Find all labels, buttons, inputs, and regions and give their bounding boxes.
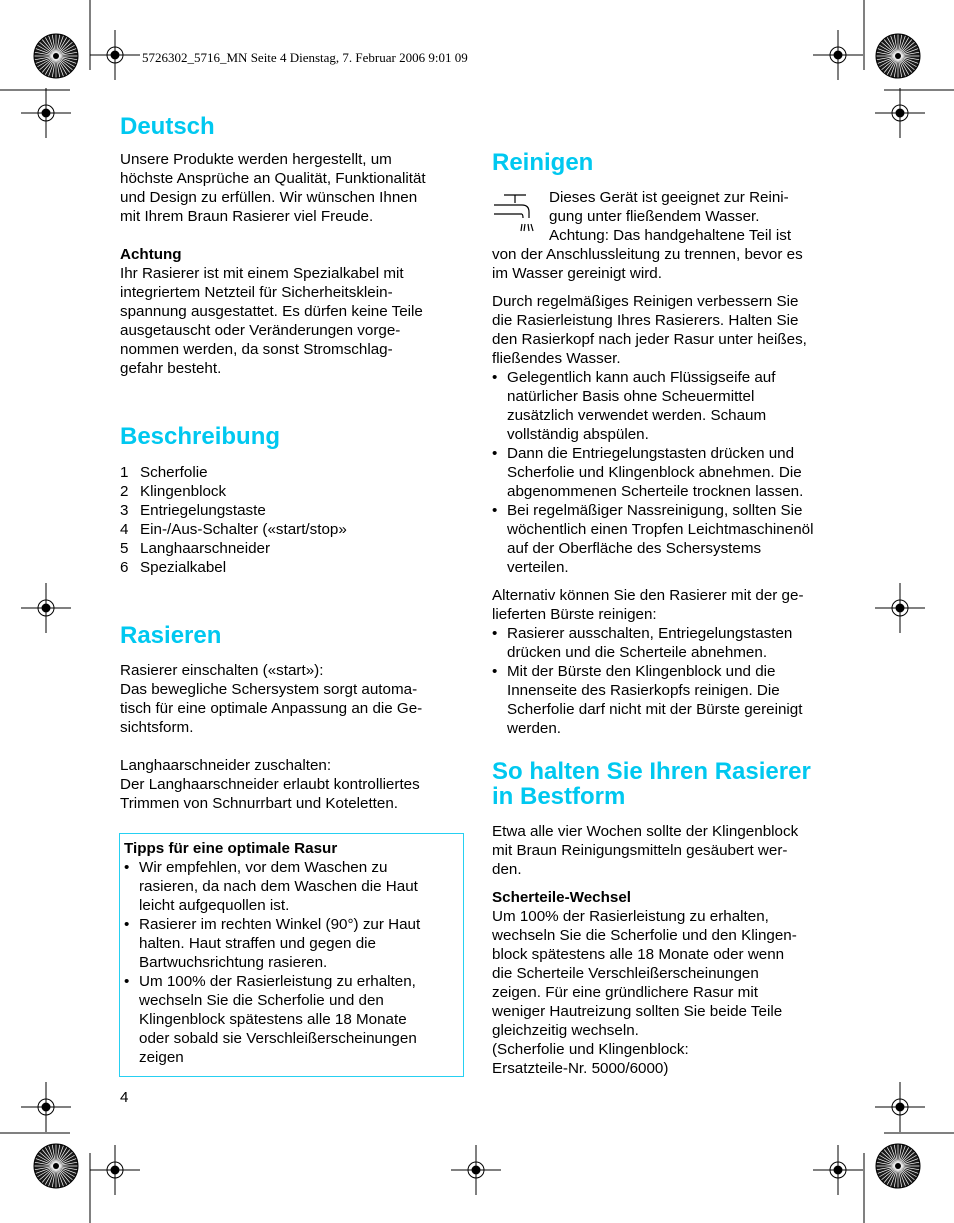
text-line: Um 100% der Rasierleistung zu erhalten, [492, 908, 769, 925]
color-wheel-mark-icon [34, 1144, 78, 1188]
text-line: Dieses Gerät ist geeignet zur Reini- [549, 189, 789, 206]
rasieren-p1 [120, 661, 422, 737]
heading-rasieren: Rasieren [120, 622, 222, 649]
registration-mark-icon [813, 1145, 863, 1195]
text-line: gleichzeitig wechseln. [492, 1022, 639, 1039]
text-line: und Design zu erfüllen. Wir wünschen Ihnen [120, 189, 418, 206]
item-label: Entriegelungstaste [140, 502, 266, 519]
text-line: den Rasierkopf nach jeder Rasur unter heißes, [492, 331, 807, 348]
text-line: Ersatzteile-Nr. 5000/6000) [492, 1060, 669, 1077]
color-wheel-mark-icon [876, 34, 920, 78]
text-line: mit Ihrem Braun Rasierer viel Freude. [120, 208, 374, 225]
text-line: block spätestens alle 18 Monate oder wenn [492, 946, 785, 963]
list-item [120, 501, 347, 520]
reinigen-icon-text [549, 188, 791, 245]
water-tap-icon [492, 190, 540, 236]
text-line: Ihr Rasierer ist mit einem Spezialkabel mit [120, 265, 404, 282]
text-line: wechseln Sie die Scherfolie und den Klingen- [492, 927, 797, 944]
text-line: • Rasierer im rechten Winkel (90°) zur Haut [139, 916, 421, 933]
text-line: zeigen [139, 1049, 184, 1066]
registration-mark-icon [451, 1145, 501, 1195]
color-wheel-mark-icon [34, 34, 78, 78]
text-line: höchste Ansprüche an Qualität, Funktionalität [120, 170, 426, 187]
text-line: • Dann die Entriegelungstasten drücken und [507, 445, 795, 462]
text-line: Durch regelmäßiges Reinigen verbessern Sie [492, 293, 799, 310]
print-header-line: 5726302_5716_MN Seite 4 Dienstag, 7. Februar 2006 9:01 09 [142, 50, 468, 65]
item-number: 6 [120, 559, 129, 576]
text-line: zeigen. Für eine gründlichere Rasur mit [492, 984, 758, 1001]
list-item [120, 558, 347, 577]
text-line: gung unter fließendem Wasser. [549, 208, 760, 225]
text-line: den. [492, 861, 522, 878]
achtung-block [120, 245, 423, 378]
text-line: vollständig abspülen. [507, 426, 649, 443]
color-wheel-mark-icon [876, 1144, 920, 1188]
text-line: zusätzlich verwendet werden. Schaum [507, 407, 767, 424]
text-line: rasieren, da nach dem Waschen die Haut [139, 878, 418, 895]
registration-mark-icon [21, 1082, 71, 1132]
text-line: tisch für eine optimale Anpassung an die Ge- [120, 700, 423, 717]
deutsch-intro [120, 150, 426, 226]
bestform-p1 [492, 822, 798, 879]
registration-mark-icon [21, 583, 71, 633]
text-line: Bartwuchsrichtung rasieren. [139, 954, 328, 971]
text-line: • Bei regelmäßiger Nassreinigung, sollten Sie [507, 502, 803, 519]
text-line: integriertem Netzteil für Sicherheitsklein- [120, 284, 393, 301]
text-line: auf der Oberfläche des Schersystems [507, 540, 762, 557]
text-line: Achtung: Das handgehaltene Teil ist [549, 227, 792, 244]
text-line: fließendes Wasser. [492, 350, 621, 367]
text-line: weniger Hautreizung sollten Sie beide Teile [492, 1003, 783, 1020]
list-item [120, 463, 347, 482]
text-line: Der Langhaarschneider erlaubt kontrolliertes [120, 776, 420, 793]
text-line: natürlicher Basis ohne Scheuermittel [507, 388, 755, 405]
list-item [124, 972, 420, 1067]
text-line: lieferten Bürste reinigen: [492, 606, 657, 623]
text-line: • Wir empfehlen, vor dem Waschen zu [139, 859, 388, 876]
text-line: • Um 100% der Rasierleistung zu erhalten, [139, 973, 416, 990]
item-number: 3 [120, 502, 129, 519]
text-line: Alternativ können Sie den Rasierer mit der ge- [492, 587, 804, 604]
text-line: von der Anschlussleitung zu trennen, bevor es [492, 246, 803, 263]
list-item [120, 482, 347, 501]
list-item [124, 858, 420, 915]
page-number: 4 [120, 1089, 129, 1106]
rasieren-p2 [120, 756, 420, 813]
text-line: spannung ausgestattet. Es dürfen keine Teile [120, 303, 423, 320]
text-line: • Mit der Bürste den Klingenblock und die [507, 663, 776, 680]
list-item [124, 915, 420, 972]
text-line: gefahr besteht. [120, 360, 222, 377]
text-line: • Rasierer ausschalten, Entriegelungstasten [507, 625, 793, 642]
text-line: die Rasierleistung Ihres Rasierers. Halten Sie [492, 312, 799, 329]
reinigen-p2 [492, 292, 813, 577]
registration-mark-icon [875, 583, 925, 633]
parts-list [120, 463, 347, 577]
achtung-title: Achtung [120, 246, 182, 263]
text-line: Klingenblock spätestens alle 18 Monate [139, 1011, 407, 1028]
text-line: wöchentlich einen Tropfen Leichtmaschinenöl [507, 521, 814, 538]
tips-title: Tipps für eine optimale Rasur [124, 840, 338, 857]
heading-bestform [492, 759, 811, 809]
text-line: leicht aufgequollen ist. [139, 897, 290, 914]
text-line: verteilen. [507, 559, 569, 576]
text-line: Scherfolie darf nicht mit der Bürste gereinigt [507, 701, 803, 718]
list-item [492, 662, 804, 738]
text-line: die Scherteile Verschleißerscheinungen [492, 965, 759, 982]
heading-beschreibung: Beschreibung [120, 423, 281, 450]
registration-mark-icon [813, 30, 863, 80]
item-number: 4 [120, 521, 129, 538]
heading-reinigen: Reinigen [492, 149, 594, 176]
registration-mark-icon [875, 1082, 925, 1132]
text-line: Langhaarschneider zuschalten: [120, 757, 332, 774]
reinigen-p3 [492, 586, 804, 738]
list-item [492, 501, 813, 577]
text-line: drücken und die Scherteile abnehmen. [507, 644, 768, 661]
heading-line: in Bestform [492, 783, 626, 810]
list-item [492, 444, 813, 501]
text-line: wechseln Sie die Scherfolie und den [139, 992, 384, 1009]
text-line: nommen werden, da sonst Stromschlag- [120, 341, 393, 358]
text-line: • Gelegentlich kann auch Flüssigseife auf [507, 369, 776, 386]
text-line: (Scherfolie und Klingenblock: [492, 1041, 689, 1058]
item-number: 5 [120, 540, 129, 557]
item-label: Ein-/Aus-Schalter («start/stop» [140, 521, 347, 538]
text-line: Das bewegliche Schersystem sorgt automa- [120, 681, 418, 698]
text-line: ausgetauscht oder Veränderungen vorge- [120, 322, 401, 339]
item-number: 1 [120, 464, 129, 481]
text-line: Innenseite des Rasierkopfs reinigen. Die [507, 682, 780, 699]
heading-deutsch: Deutsch [120, 113, 215, 140]
list-item [492, 624, 804, 662]
text-line: Scherfolie und Klingenblock abnehmen. Die [507, 464, 802, 481]
text-line: werden. [507, 720, 562, 737]
item-label: Langhaarschneider [140, 540, 271, 557]
text-line: Rasierer einschalten («start»): [120, 662, 324, 679]
item-label: Scherfolie [140, 464, 208, 481]
text-line: oder sobald sie Verschleißerscheinungen [139, 1030, 417, 1047]
list-item [492, 368, 813, 444]
tips-content [124, 839, 420, 1067]
text-line: Trimmen von Schnurrbart und Koteletten. [120, 795, 399, 812]
reinigen-p1-rest [492, 245, 803, 283]
scherteile-wechsel [492, 888, 797, 1078]
wechsel-title: Scherteile-Wechsel [492, 889, 632, 906]
list-item [120, 539, 347, 558]
text-line: abgenommenen Scherteile trocknen lassen. [507, 483, 804, 500]
item-label: Klingenblock [140, 483, 227, 500]
registration-mark-icon [21, 88, 71, 138]
heading-line: So halten Sie Ihren Rasierer [492, 758, 811, 785]
registration-mark-icon [90, 30, 140, 80]
item-number: 2 [120, 483, 129, 500]
text-line: halten. Haut straffen und gegen die [139, 935, 376, 952]
registration-mark-icon [875, 88, 925, 138]
text-line: sichtsform. [120, 719, 194, 736]
text-line: Etwa alle vier Wochen sollte der Klingenblock [492, 823, 799, 840]
list-item [120, 520, 347, 539]
text-line: Unsere Produkte werden hergestellt, um [120, 151, 392, 168]
text-line: mit Braun Reinigungsmitteln gesäubert wer- [492, 842, 788, 859]
item-label: Spezialkabel [140, 559, 227, 576]
text-line: im Wasser gereinigt wird. [492, 265, 662, 282]
registration-mark-icon [90, 1145, 140, 1195]
